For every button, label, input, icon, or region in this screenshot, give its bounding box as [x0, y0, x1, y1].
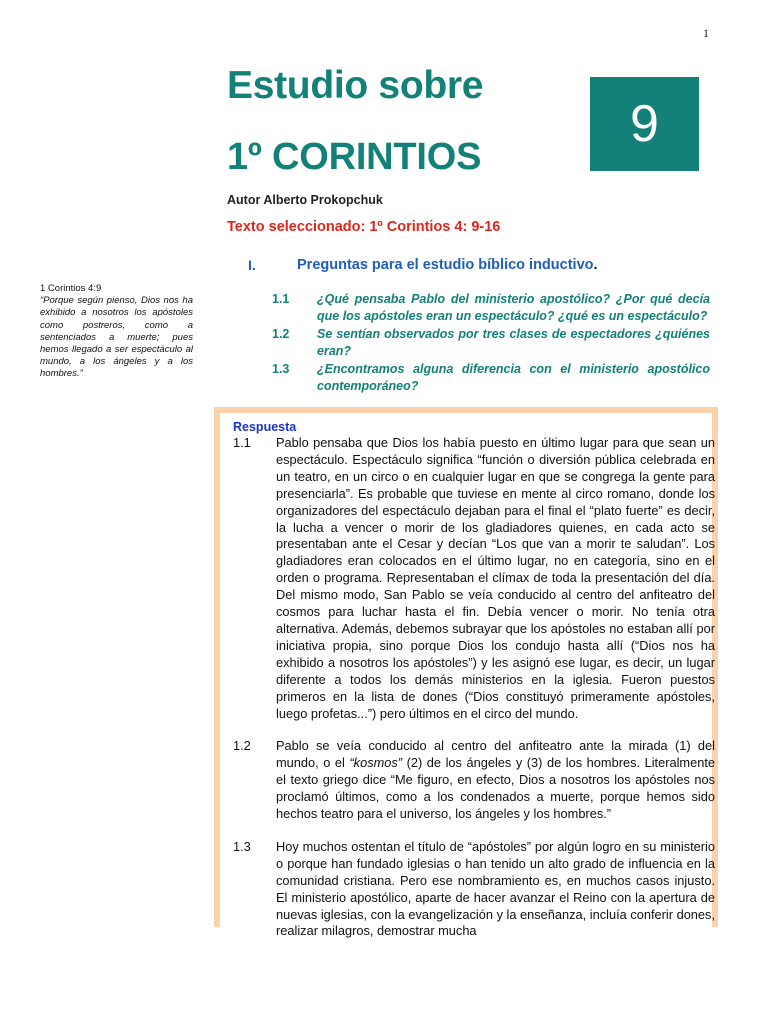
- questions-list: [272, 291, 710, 395]
- author-line: Autor Alberto Prokopchuk: [227, 193, 383, 207]
- side-note: [40, 283, 193, 381]
- answer-item: [233, 839, 715, 940]
- answer-number: 1.3: [233, 838, 251, 854]
- question-number: 1.3: [272, 362, 290, 376]
- question-item: [272, 326, 710, 360]
- answer-box: [214, 407, 718, 939]
- title-line-2: 1º CORINTIOS: [227, 136, 482, 178]
- question-number: 1.2: [272, 327, 290, 341]
- section-number: I.: [248, 257, 256, 273]
- side-note-quote: “Porque según pienso, Dios nos ha exhibido a nosotros los apóstoles como postreros, como a sentenciados a muerte; pues hemos llegado a ser espectáculo al mundo, a los ángeles y a los hombres.”: [40, 295, 193, 380]
- answer-item: [233, 435, 715, 722]
- section-title-text: Preguntas para el estudio bíblico inductivo: [297, 257, 594, 273]
- section-title: [297, 257, 598, 273]
- side-note-reference: 1 Corintios 4:9: [40, 283, 102, 294]
- answer-text: Pablo pensaba que Dios los había puesto en último lugar para que sean un espectáculo. Espectáculo significa “función o diversión pública celebrada en un teatro, en un circo o en cualquier lugar en que se congrega la gente para presenciarla”. Es probable que tuviese en mente al circo romano, donde los organizadores del espectáculo dejaban para el final el “plato fuerte” es decir, la lucha a vencer o morir de los gladiadores quienes, en cada acto se presentaban ante el Cesar y decían “Los que van a morir te saludan”. Los gladiadores eran colocados en el último lugar, no en categoría, sino en el orden o programa. Representaban el clímax de toda la presentación del día. Del mismo modo, San Pablo se veía conducido al centro del anfiteatro del cosmos para luchar hasta el fin. Debía vencer o morir. No tenía otra alternativa. Además, debemos subrayar que los apóstoles no estaban allí por iniciativa propia, sino porque Dios los condujo hasta allí (“Dios nos ha exhibido a nosotros los apóstoles”) y les asignó ese lugar, es decir, un lugar diferente a todos los demás ministerios en la iglesia. Fueron puestos primeros en la lista de dones (“Dios constituyó primeramente apóstoles, luego profetas...”) pero últimos en el circo del mundo.: [276, 435, 715, 721]
- answer-label: Respuesta: [233, 420, 297, 434]
- answer-text: [276, 738, 715, 823]
- question-text: Se sentían observados por tres clases de espectadores ¿quiénes eran?: [317, 327, 710, 358]
- question-number: 1.1: [272, 292, 290, 306]
- question-item: [272, 291, 710, 325]
- answer-content: [233, 419, 715, 940]
- answer-number: 1.1: [233, 435, 251, 450]
- question-item: [272, 361, 710, 395]
- answer-number: 1.2: [233, 738, 251, 754]
- title-line-1: Estudio sobre: [227, 64, 484, 107]
- question-text: ¿Encontramos alguna diferencia con el ministerio apostólico contemporáneo?: [317, 362, 710, 393]
- answer-text-part: Pablo se veía conducido al centro del anfiteatro ante la mirada (1) del mundo, o el: [276, 738, 715, 771]
- answer-text: Hoy muchos ostentan el título de “apóstoles” por algún logro en su ministerio o porque han fundado iglesias o han tenido un alto grado de influencia en la comunidad cristiana. Pero ese nombramiento es, en muchos casos injusto. El ministerio apostólico, aparte de hacer avanzar el Reino con la apertura de nuevas iglesias, con la evangelización y la enseñanza, incluía conferir dones, realizar milagros, demostrar mucha: [276, 838, 715, 939]
- answer-text-part: (2) de los ángeles y (3) de los hombres. Literalmente el texto griego dice “Me figuro, en efecto, Dios a nosotros los apóstoles nos proclamó últimos, como a los condenados a muerte, porque hemos sido hechos teatro para el universo, los ángeles y los hombres.”: [276, 755, 715, 822]
- question-text: ¿Qué pensaba Pablo del ministerio apostólico? ¿Por qué decía que los apóstoles eran un espectáculo? ¿qué es un espectáculo?: [317, 292, 710, 323]
- answer-text-emphasis: “kosmos”: [349, 755, 403, 771]
- selected-text-reference: Texto seleccionado: 1º Corintios 4: 9-16: [227, 219, 501, 235]
- study-number-badge: 9: [590, 77, 699, 171]
- answer-item: [233, 738, 715, 823]
- section-title-period: .: [593, 257, 598, 273]
- page-number: 1: [703, 26, 709, 40]
